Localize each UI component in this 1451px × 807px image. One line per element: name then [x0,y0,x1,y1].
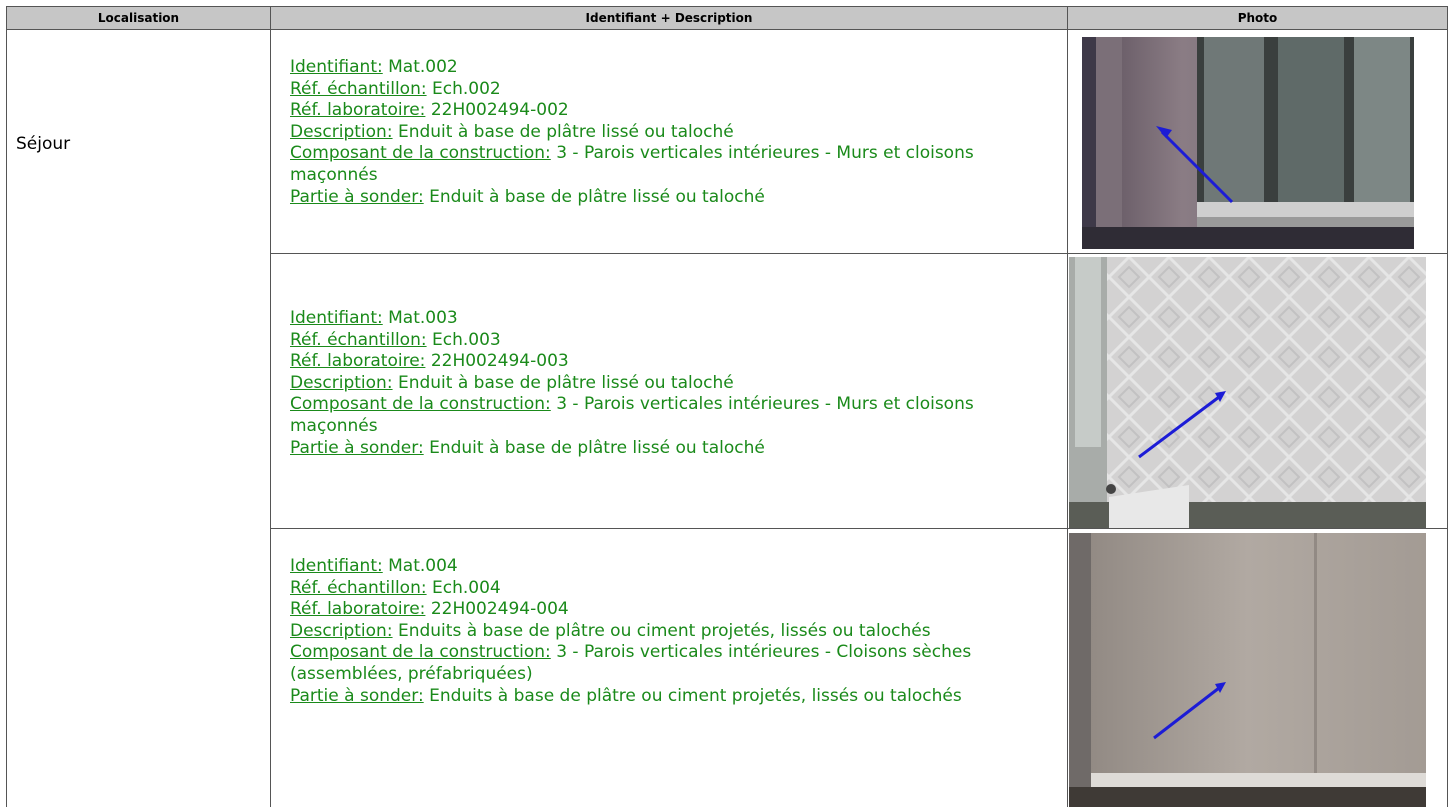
grid-line [270,30,271,807]
identifiant-label: Identifiant: [290,308,383,328]
ref-laboratoire-label: Réf. laboratoire: [290,351,426,372]
composant-value: 3 - Parois verticales intérieures - Cloisons sèches (assemblées, préfabriquées) [290,642,972,684]
composant-label: Composant de la construction: [290,642,551,663]
samples-table [6,6,1448,807]
row-divider [270,528,1448,529]
location-cell: Séjour [16,134,71,154]
partie-label: Partie à sonder: [290,186,424,207]
sample-photo-mat003 [1069,257,1426,528]
sample-photo-mat002 [1082,37,1414,249]
composant-value: 3 - Parois verticales intérieures - Murs et cloisons maçonnés [290,394,974,436]
ref-echantillon-value: Ech.002 [431,78,501,99]
partie-label: Partie à sonder: [290,437,424,458]
ref-echantillon-label: Réf. échantillon: [290,329,427,350]
header-localisation: Localisation [6,6,271,30]
sample-description-mat003 [290,308,1060,459]
identifiant-label: Identifiant: [290,57,383,77]
partie-value: Enduits à base de plâtre ou ciment projetés, lissés ou talochés [429,685,962,706]
ref-echantillon-value: Ech.004 [431,577,501,598]
ref-echantillon-value: Ech.003 [431,329,501,350]
header-photo: Photo [1067,6,1448,30]
identifiant-value: Mat.003 [388,308,458,328]
description-label: Description: [290,620,393,641]
ref-laboratoire-value: 22H002494-003 [430,351,569,372]
ref-laboratoire-value: 22H002494-002 [430,100,569,121]
identifiant-label: Identifiant: [290,556,383,576]
description-label: Description: [290,121,393,142]
identifiant-value: Mat.002 [388,57,458,77]
partie-label: Partie à sonder: [290,685,424,706]
sample-photo-mat004 [1069,533,1426,807]
ref-echantillon-label: Réf. échantillon: [290,78,427,99]
ref-laboratoire-value: 22H002494-004 [430,599,569,620]
row-divider [270,253,1448,254]
ref-laboratoire-label: Réf. laboratoire: [290,100,426,121]
sample-description-mat004 [290,556,1060,707]
ref-echantillon-label: Réf. échantillon: [290,577,427,598]
sample-description-mat002 [290,57,1060,208]
composant-label: Composant de la construction: [290,143,551,164]
header-identifiant-description: Identifiant + Description [270,6,1068,30]
description-value: Enduits à base de plâtre ou ciment projetés, lissés ou talochés [397,620,931,641]
description-value: Enduit à base de plâtre lissé ou taloché [397,121,734,142]
composant-label: Composant de la construction: [290,394,551,415]
grid-line [1447,30,1448,807]
grid-line [6,30,7,807]
grid-line [1067,30,1068,807]
partie-value: Enduit à base de plâtre lissé ou taloché [429,437,765,458]
ref-laboratoire-label: Réf. laboratoire: [290,599,426,620]
composant-value: 3 - Parois verticales intérieures - Murs et cloisons maçonnés [290,143,974,185]
identifiant-value: Mat.004 [388,556,458,576]
description-value: Enduit à base de plâtre lissé ou taloché [397,372,734,393]
partie-value: Enduit à base de plâtre lissé ou taloché [429,186,765,207]
description-label: Description: [290,372,393,393]
